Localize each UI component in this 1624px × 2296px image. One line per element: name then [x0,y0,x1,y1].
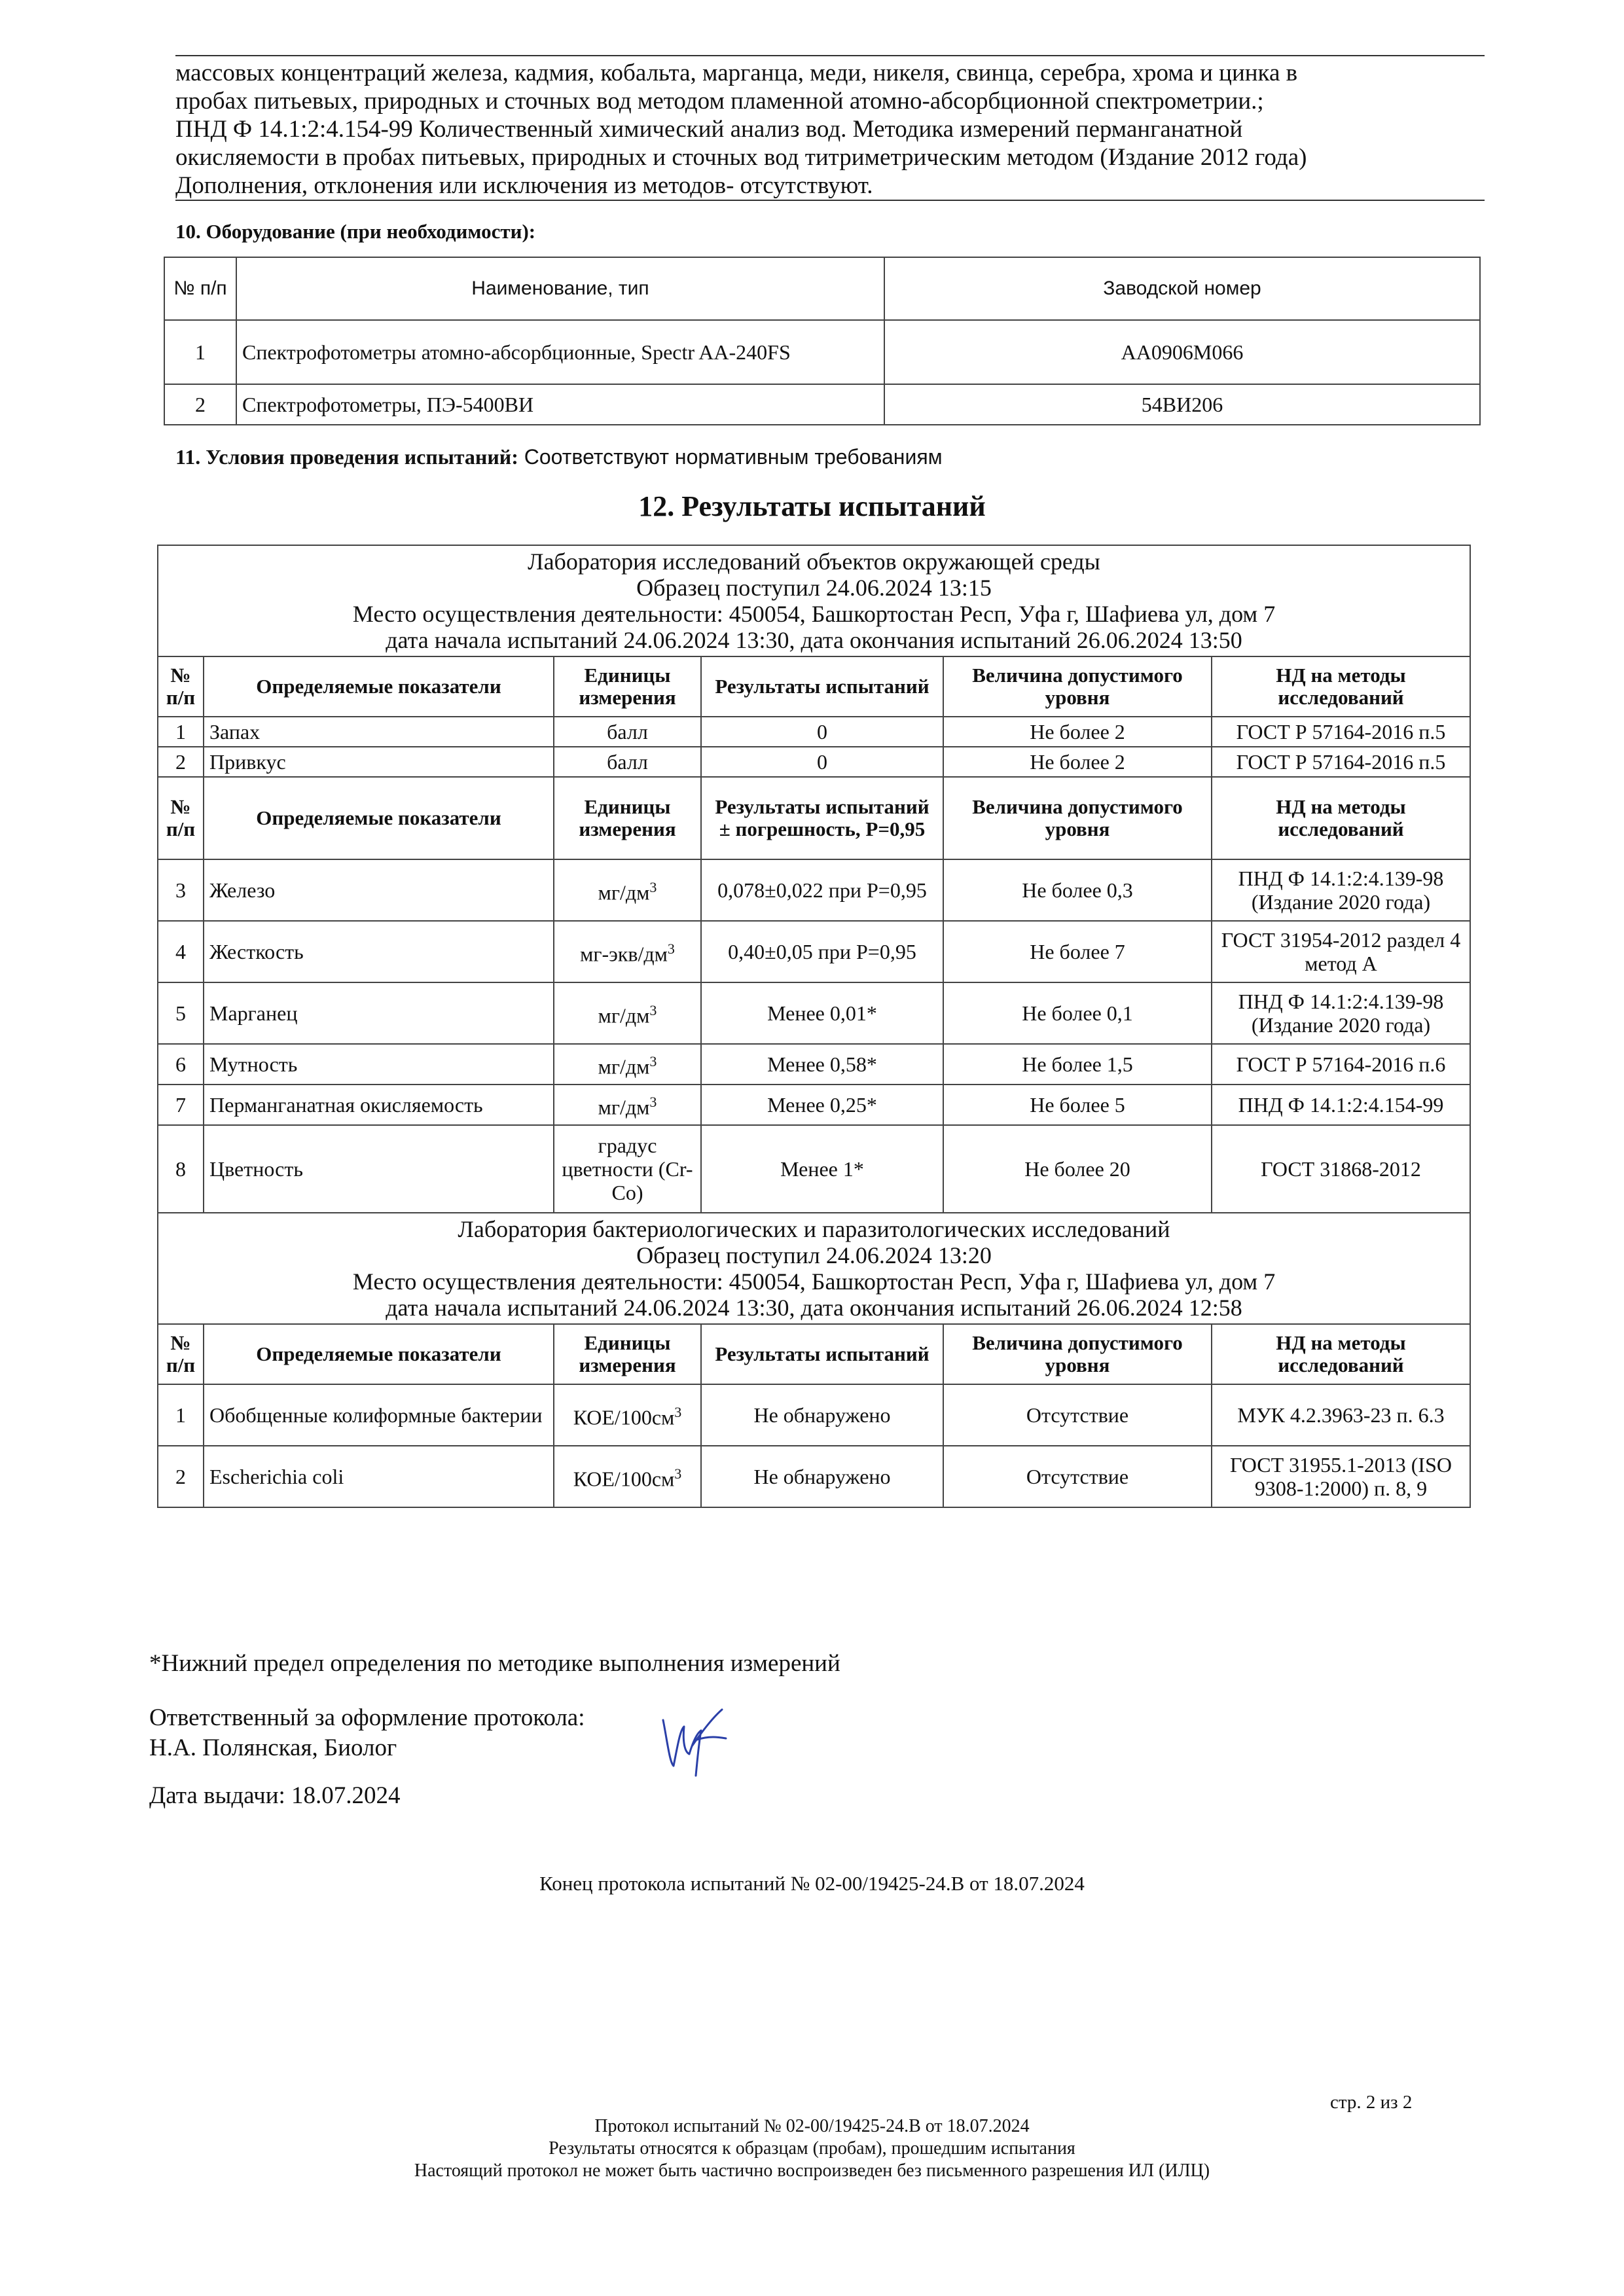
row-indicator: Железо [204,859,554,921]
unit-superscript: 3 [667,941,675,958]
unit-superscript: 3 [649,1053,657,1070]
section-11-value: Соответствуют нормативным требованиям [524,445,943,469]
unit-superscript: 3 [649,879,657,896]
row-limit: Не более 1,5 [943,1044,1212,1085]
unit-superscript: 3 [649,1094,657,1111]
table-row [164,384,1480,425]
issue-date: Дата выдачи: 18.07.2024 [149,1782,401,1809]
row-result: Менее 0,01* [701,982,943,1044]
footer-line: Протокол испытаний № 02-00/19425-24.В от 18.07.2024 [594,2116,1030,2136]
responsible-person: Н.А. Полянская, Биолог [149,1734,397,1761]
row-unit [554,1044,701,1085]
lab-header [158,1213,1470,1324]
table-row [158,921,1470,982]
equipment-name: Спектрофотометры атомно-абсорбционные, Spectr AA-240FS [236,320,884,384]
row-num: 8 [158,1125,204,1213]
header-indicator: Определяемые показатели [204,777,554,859]
signature [658,1700,730,1779]
row-method: ПНД Ф 14.1:2:4.139-98 (Издание 2020 года) [1212,982,1470,1044]
header-num: № п/п [158,656,204,717]
equipment-num: 2 [164,384,236,425]
page-footer [0,2115,1624,2182]
row-num: 5 [158,982,204,1044]
header-name: Наименование, тип [236,257,884,320]
row-result: 0,40±0,05 при P=0,95 [701,921,943,982]
activity-place: Место осуществления деятельности: 450054, Башкортостан Респ, Уфа г, Шафиева ул, дом 7 [352,1268,1276,1295]
unit-superscript: 3 [649,1002,657,1019]
row-limit: Отсутствие [943,1384,1212,1446]
row-result: 0 [701,747,943,777]
row-num: 2 [158,1446,204,1507]
lab-header-row [158,545,1470,656]
row-num: 3 [158,859,204,921]
row-result: 0 [701,717,943,747]
unit-text: КОЕ/100см [573,1467,675,1491]
table-row [158,747,1470,777]
row-result: Не обнаружено [701,1446,943,1507]
table-row [158,1044,1470,1085]
row-result: Менее 1* [701,1125,943,1213]
equipment-table [164,257,1481,425]
row-limit: Не более 0,1 [943,982,1212,1044]
header-limit: Величина допустимого уровня [943,777,1212,859]
header-result: Результаты испытаний [701,656,943,717]
row-result: 0,078±0,022 при P=0,95 [701,859,943,921]
row-indicator: Жесткость [204,921,554,982]
row-result: Менее 0,25* [701,1085,943,1125]
table-row [158,1085,1470,1125]
intro-line: массовых концентраций железа, кадмия, кобальта, марганца, меди, никеля, свинца, серебра, хрома и цинка в [175,60,1298,86]
header-unit: Единицы измерения [554,777,701,859]
header-method: НД на методы исследований [1212,1324,1470,1384]
row-indicator: Цветность [204,1125,554,1213]
header-limit: Величина допустимого уровня [943,656,1212,717]
intro-line: пробах питьевых, природных и сточных вод методом пламенной атомно-абсорбционной спектрометрии.; [175,88,1264,115]
row-result: Не обнаружено [701,1384,943,1446]
row-method: ГОСТ 31954-2012 раздел 4 метод А [1212,921,1470,982]
top-rule [175,55,1485,56]
row-indicator: Запах [204,717,554,747]
header-num: № п/п [158,1324,204,1384]
section-12-title: 12. Результаты испытаний [638,490,986,522]
table-row [158,982,1470,1044]
test-dates: дата начала испытаний 24.06.2024 13:30, дата окончания испытаний 26.06.2024 13:50 [386,627,1242,653]
activity-place: Место осуществления деятельности: 450054, Башкортостан Респ, Уфа г, Шафиева ул, дом 7 [352,601,1276,627]
unit-superscript: 3 [674,1404,682,1421]
row-result: Менее 0,58* [701,1044,943,1085]
row-method: ГОСТ Р 57164-2016 п.6 [1212,1044,1470,1085]
table-row [164,320,1480,384]
row-limit: Отсутствие [943,1446,1212,1507]
methods-continuation [175,59,1478,201]
sample-received: Образец поступил 24.06.2024 13:20 [636,1242,992,1268]
header-unit: Единицы измерения [554,1324,701,1384]
unit-text: мг/дм [598,1003,650,1028]
equipment-header-row [164,257,1480,320]
row-unit [554,921,701,982]
header-limit: Величина допустимого уровня [943,1324,1212,1384]
header-indicator: Определяемые показатели [204,656,554,717]
protocol-end: Конец протокола испытаний № 02-00/19425-24.В от 18.07.2024 [539,1872,1085,1895]
row-num: 7 [158,1085,204,1125]
row-method: ГОСТ Р 57164-2016 п.5 [1212,747,1470,777]
row-limit: Не более 5 [943,1085,1212,1125]
row-num: 1 [158,1384,204,1446]
row-method: ГОСТ Р 57164-2016 п.5 [1212,717,1470,747]
header-method: НД на методы исследований [1212,777,1470,859]
row-method: ГОСТ 31955.1-2013 (ISO 9308-1:2000) п. 8, 9 [1212,1446,1470,1507]
row-indicator: Escherichia coli [204,1446,554,1507]
row-limit: Не более 7 [943,921,1212,982]
equipment-name: Спектрофотометры, ПЭ-5400ВИ [236,384,884,425]
unit-text: мг/дм [598,1095,650,1119]
row-indicator: Привкус [204,747,554,777]
equipment-num: 1 [164,320,236,384]
intro-line: окисляемости в пробах питьевых, природных и сточных вод титриметрическим методом (Издание 2012 года) [175,144,1307,171]
header-indicator: Определяемые показатели [204,1324,554,1384]
footer-line: Настоящий протокол не может быть частично воспроизведен без письменного разрешения ИЛ (ИЛЦ) [414,2161,1210,2181]
intro-line: Дополнения, отклонения или исключения из методов- отсутствуют. [175,171,1485,201]
row-limit: Не более 20 [943,1125,1212,1213]
row-method: МУК 4.2.3963-23 п. 6.3 [1212,1384,1470,1446]
lab-header [158,545,1470,656]
sample-received: Образец поступил 24.06.2024 13:15 [636,575,992,601]
row-unit [554,982,701,1044]
results-header-row [158,656,1470,717]
section-10-title: 10. Оборудование (при необходимости): [175,220,536,243]
intro-line: ПНД Ф 14.1:2:4.154-99 Количественный химический анализ вод. Методика измерений перманганатной [175,116,1243,143]
header-num: № п/п [158,777,204,859]
table-row [158,859,1470,921]
results-header-row [158,777,1470,859]
equipment-serial: AA0906M066 [884,320,1480,384]
header-unit: Единицы измерения [554,656,701,717]
header-serial: Заводской номер [884,257,1480,320]
row-limit: Не более 2 [943,717,1212,747]
section-11-label: 11. Условия проведения испытаний: [175,445,518,469]
table-row [158,1125,1470,1213]
row-indicator: Обобщенные колиформные бактерии [204,1384,554,1446]
row-unit: градус цветности (Cr-Co) [554,1125,701,1213]
row-indicator: Мутность [204,1044,554,1085]
row-unit [554,1384,701,1446]
table-row [158,1384,1470,1446]
row-num: 1 [158,717,204,747]
section-11 [175,445,943,469]
unit-text: мг/дм [598,1054,650,1079]
row-unit [554,859,701,921]
row-unit: балл [554,717,701,747]
row-method: ПНД Ф 14.1:2:4.154-99 [1212,1085,1470,1125]
lab-name: Лаборатория исследований объектов окружающей среды [528,548,1100,575]
table-row [158,717,1470,747]
row-unit: балл [554,747,701,777]
unit-superscript: 3 [674,1465,682,1482]
row-method: ГОСТ 31868-2012 [1212,1125,1470,1213]
row-num: 2 [158,747,204,777]
footnote: *Нижний предел определения по методике выполнения измерений [149,1650,840,1677]
responsible-label: Ответственный за оформление протокола: [149,1704,585,1731]
footer-line: Результаты относятся к образцам (пробам), прошедшим испытания [549,2138,1075,2159]
test-dates: дата начала испытаний 24.06.2024 13:30, дата окончания испытаний 26.06.2024 12:58 [386,1295,1242,1321]
page-number: стр. 2 из 2 [1330,2092,1413,2113]
unit-text: мг-экв/дм [580,942,668,966]
row-num: 4 [158,921,204,982]
unit-text: мг/дм [598,880,650,905]
header-result: Результаты испытаний ± погрешность, P=0,95 [701,777,943,859]
responsible-block [149,1703,585,1763]
results-table [157,545,1471,1508]
row-unit [554,1446,701,1507]
row-indicator: Марганец [204,982,554,1044]
unit-text: КОЕ/100см [573,1405,675,1429]
row-indicator: Перманганатная окисляемость [204,1085,554,1125]
results-header-row [158,1324,1470,1384]
header-method: НД на методы исследований [1212,656,1470,717]
row-limit: Не более 2 [943,747,1212,777]
row-method: ПНД Ф 14.1:2:4.139-98 (Издание 2020 года) [1212,859,1470,921]
lab-name: Лаборатория бактериологических и паразитологических исследований [458,1216,1170,1242]
equipment-serial: 54ВИ206 [884,384,1480,425]
header-result: Результаты испытаний [701,1324,943,1384]
row-limit: Не более 0,3 [943,859,1212,921]
table-row [158,1446,1470,1507]
row-unit [554,1085,701,1125]
row-num: 6 [158,1044,204,1085]
header-num: № п/п [164,257,236,320]
lab-header-row [158,1213,1470,1324]
